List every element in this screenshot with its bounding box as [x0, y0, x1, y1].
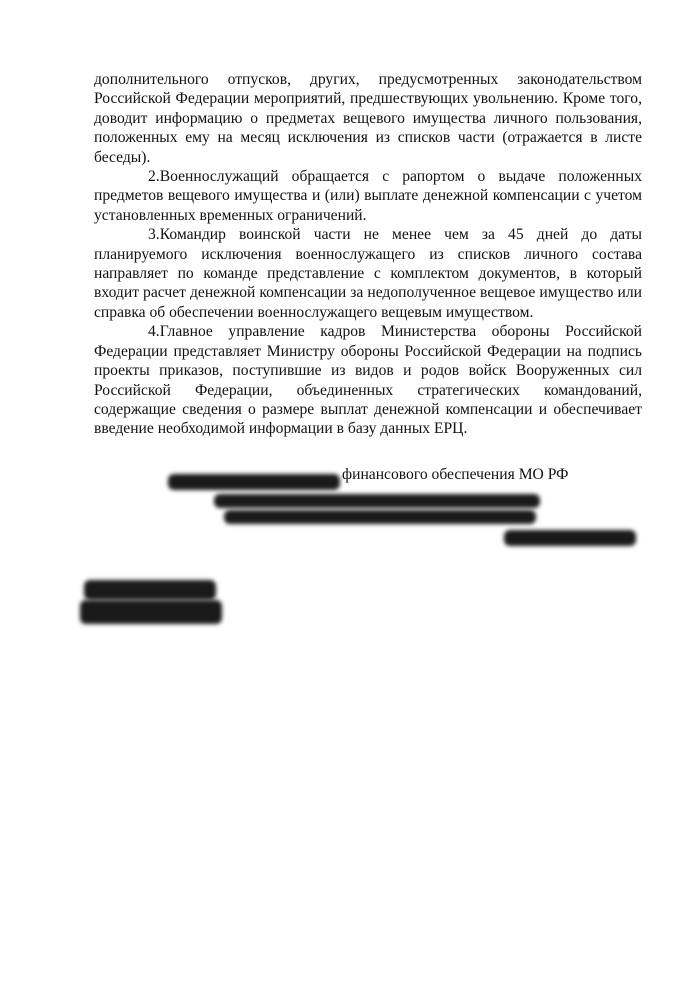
- document-body: [94, 70, 642, 439]
- redacted-stamp: [80, 578, 226, 626]
- paragraph-4: 4.Главное управление кадров Министерства обороны Российской Федерации представляет Министру обороны Российской Федерации на подпись проекты приказов, поступившие из видов и родов войск Вооруженных сил Российской Федерации, объединенных стратегических командований, содержащие сведения о размере выплат денежной компенсации и обеспечивает введение необходимой информации в базу данных ЕРЦ.: [94, 323, 642, 438]
- signature-block: [160, 466, 640, 556]
- paragraph-3: 3.Командир воинской части не менее чем за 45 дней до даты планируемого исключения военнослужащего из списков личного состава направляет по команде представление с комплектом документов, в который входит расчет денежной компенсации за недополученное вещевое имущество или справка об обеспечении военнослужащего вещевым имуществом.: [94, 226, 642, 321]
- redacted-title-prefix: [168, 474, 340, 490]
- redacted-signature-line: [214, 494, 540, 508]
- paragraph-continuation: дополнительного отпусков, других, предусмотренных законодательством Российской Федерации мероприятий, предшествующих увольнению. Кроме того, доводит информацию о предметах вещевого имущества личного пользования, положенных ему на месяц исключения из списков части (отражается в листе беседы).: [94, 71, 642, 166]
- redacted-stamp-line: [80, 600, 222, 624]
- signature-title-text: финансового обеспечения МО РФ: [342, 466, 569, 483]
- paragraph-2: 2.Военнослужащий обращается с рапортом о выдаче положенных предметов вещевого имущества и (или) выплате денежной компенсации с учетом установленных временных ограничений.: [94, 168, 642, 224]
- redacted-signature-name: [504, 530, 636, 546]
- redacted-stamp-line: [84, 580, 216, 600]
- redacted-signature-line: [224, 510, 536, 524]
